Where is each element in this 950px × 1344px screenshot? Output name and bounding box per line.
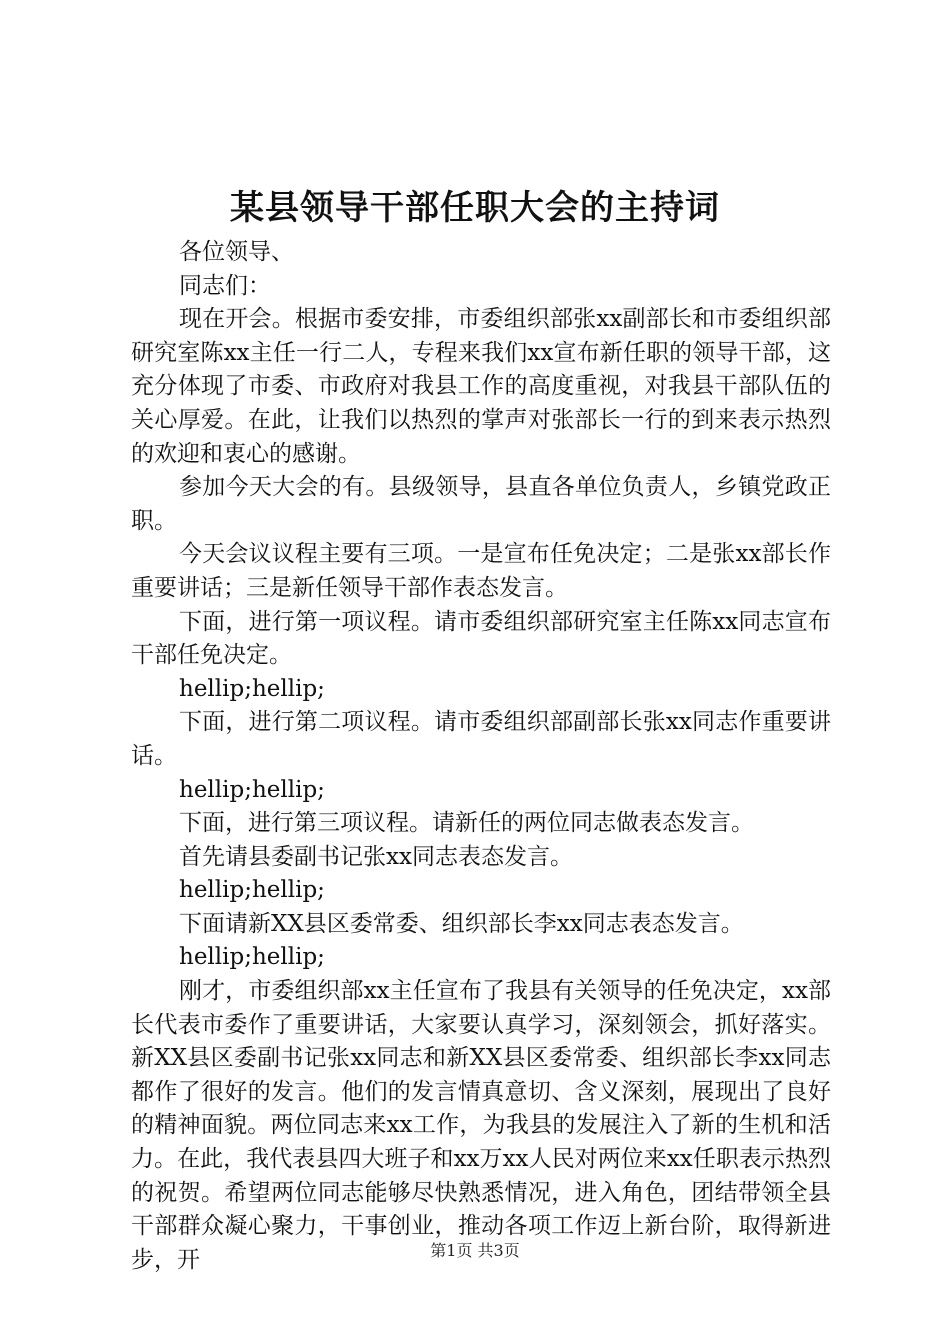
paragraph: 现在开会。根据市委安排，市委组织部张xx副部长和市委组织部研究室陈xx主任一行二人，专程来我们xx宣布新任职的领导干部，这充分体现了市委、市政府对我县工作的高度重视，对我县干部队伍的关心厚爱。在此，让我们以热烈的掌声对张部长一行的到来表示热烈的欢迎和衷心的感谢。	[131, 306, 831, 467]
paragraph: hellip;hellip;	[179, 877, 325, 904]
paragraph: 首先请县委副书记张xx同志表态发言。	[179, 843, 573, 870]
paragraph: hellip;hellip;	[179, 944, 325, 971]
document-body	[131, 236, 831, 1277]
paragraph: 下面，进行第一项议程。请市委组织部研究室主任陈xx同志宣布干部任免决定。	[131, 608, 831, 669]
paragraph: 刚才，市委组织部xx主任宣布了我县有关领导的任免决定，xx部长代表市委作了重要讲话，大家要认真学习，深刻领会，抓好落实。新XX县区委副书记张xx同志和新XX县区委常委、组织部长李xx同志都作了很好的发言。他们的发言情真意切、含义深刻，展现出了良好的精神面貌。两位同志来xx工作，为我县的发展注入了新的生机和活力。在此，我代表县四大班子和xx万xx人民对两位来xx任职表示热烈的祝贺。希望两位同志能够尽快熟悉情况，进入角色，团结带领全县干部群众凝心聚力，干事创业，推动各项工作迈上新台阶，取得新进步，开	[131, 978, 831, 1273]
paragraph: 下面，进行第三项议程。请新任的两位同志做表态发言。	[179, 810, 754, 837]
paragraph: hellip;hellip;	[179, 675, 325, 702]
paragraph: 参加今天大会的有。县级领导，县直各单位负责人，乡镇党政正职。	[131, 474, 831, 534]
page-number-footer: 第1页 共3页	[430, 1241, 520, 1260]
document-title: 某县领导干部任职大会的主持词	[230, 188, 720, 228]
paragraph: 下面，进行第二项议程。请市委组织部副部长张xx同志作重要讲话。	[131, 709, 831, 769]
paragraph: 今天会议议程主要有三项。一是宣布任免决定；二是张xx部长作重要讲话；三是新任领导干部作表态发言。	[131, 541, 831, 601]
paragraph: 下面请新XX县区委常委、组织部长李xx同志表态发言。	[179, 910, 744, 937]
paragraph: 同志们：	[179, 272, 271, 299]
paragraph: hellip;hellip;	[179, 776, 325, 803]
paragraph: 各位领导、	[179, 239, 294, 265]
